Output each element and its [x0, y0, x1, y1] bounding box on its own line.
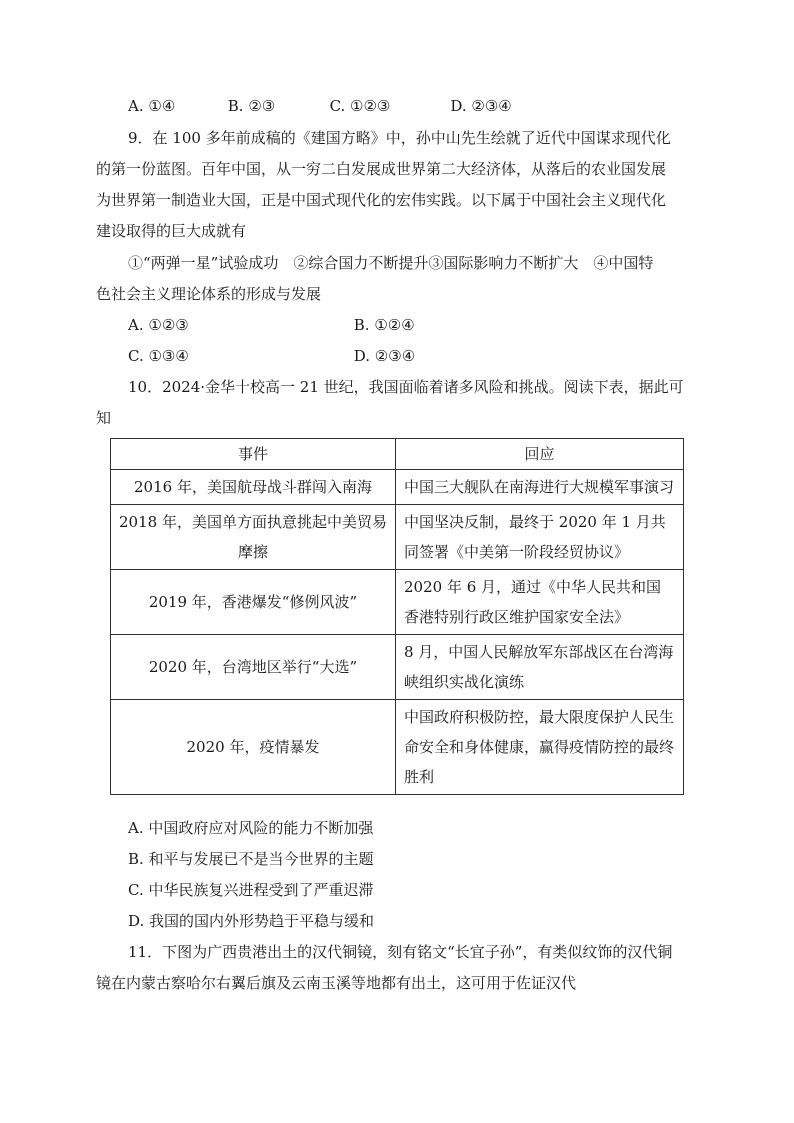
response-cell: 8 月，中国人民解放军东部战区在台湾海峡组织实战化演练 — [396, 635, 684, 700]
event-cell: 2016 年，美国航母战斗群闯入南海 — [111, 470, 396, 505]
response-cell: 中国三大舰队在南海进行大规模军事演习 — [396, 470, 684, 505]
table-header-row — [111, 439, 684, 470]
q8-option-a[interactable]: A. ①④ — [128, 97, 176, 115]
response-cell: 2020 年 6 月，通过《中华人民共和国香港特别行政区维护国家安全法》 — [396, 570, 684, 635]
q9-stem-line-1: 9．在 100 多年前成稿的《建国方略》中，孙中山先生绘就了近代中国谋求现代化 — [128, 129, 671, 147]
event-cell: 2018 年，美国单方面执意挑起中美贸易摩擦 — [111, 505, 396, 570]
q11-stem-line-1: 11．下图为广西贵港出土的汉代铜镜，刻有铭文“长宜子孙”，有类似纹饰的汉代铜 — [128, 943, 673, 961]
q8-option-d[interactable]: D. ②③④ — [450, 97, 512, 115]
q9-items-line-1: ①“两弹一星”试验成功 ②综合国力不断提升③国际影响力不断扩大 ④中国特 — [128, 254, 654, 272]
q9-stem-line-2: 的第一份蓝图。百年中国，从一穷二白发展成世界第二大经济体，从落后的农业国发展 — [96, 160, 667, 178]
response-cell: 中国坚决反制，最终于 2020 年 1 月共同签署《中美第一阶段经贸协议》 — [396, 505, 684, 570]
q10-option-c[interactable]: C. 中华民族复兴进程受到了严重迟滞 — [128, 881, 374, 899]
table-row — [111, 505, 684, 570]
q8-option-c[interactable]: C. ①②③ — [329, 97, 391, 115]
q10-option-b[interactable]: B. 和平与发展已不是当今世界的主题 — [128, 850, 374, 868]
q9-options-row-1 — [128, 315, 415, 335]
q8-option-b[interactable]: B. ②③ — [227, 97, 276, 115]
q9-stem-line-4: 建设取得的巨大成就有 — [96, 222, 247, 240]
q9-stem-line-3: 为世界第一制造业大国，正是中国式现代化的宏伟实践。以下属于中国社会主义现代化 — [96, 191, 667, 209]
q9-items-line-2: 色社会主义理论体系的形成与发展 — [96, 285, 322, 303]
event-cell: 2020 年，疫情暴发 — [111, 700, 396, 795]
header-response: 回应 — [396, 439, 684, 470]
q10-option-a[interactable]: A. 中国政府应对风险的能力不断加强 — [128, 819, 374, 837]
q10-stem-line-1: 10．2024·金华十校高一 21 世纪，我国面临着诸多风险和挑战。阅读下表，据此可 — [128, 378, 684, 396]
event-cell: 2020 年，台湾地区举行“大选” — [111, 635, 396, 700]
table-row — [111, 470, 684, 505]
header-event: 事件 — [111, 439, 396, 470]
q10-stem-line-2: 知 — [96, 409, 112, 427]
table-row — [111, 570, 684, 635]
table-row — [111, 700, 684, 795]
q9-options-row-2 — [128, 346, 415, 366]
q10-option-d[interactable]: D. 我国的国内外形势趋于平稳与缓和 — [128, 912, 375, 930]
table-row — [111, 635, 684, 700]
event-cell: 2019 年，香港爆发“修例风波” — [111, 570, 396, 635]
q9-option-b[interactable]: B. ①②④ — [353, 316, 415, 334]
q9-option-d[interactable]: D. ②③④ — [353, 347, 416, 365]
events-table — [110, 438, 684, 795]
q9-option-c[interactable]: C. ①③④ — [128, 347, 189, 365]
q11-stem-line-2: 镜在内蒙古察哈尔右翼后旗及云南玉溪等地都有出土，这可用于佐证汉代 — [96, 974, 577, 992]
q8-options — [128, 96, 512, 116]
q9-option-a[interactable]: A. ①②③ — [128, 316, 189, 334]
response-cell: 中国政府积极防控，最大限度保护人民生命安全和身体健康，赢得疫情防控的最终胜利 — [396, 700, 684, 795]
